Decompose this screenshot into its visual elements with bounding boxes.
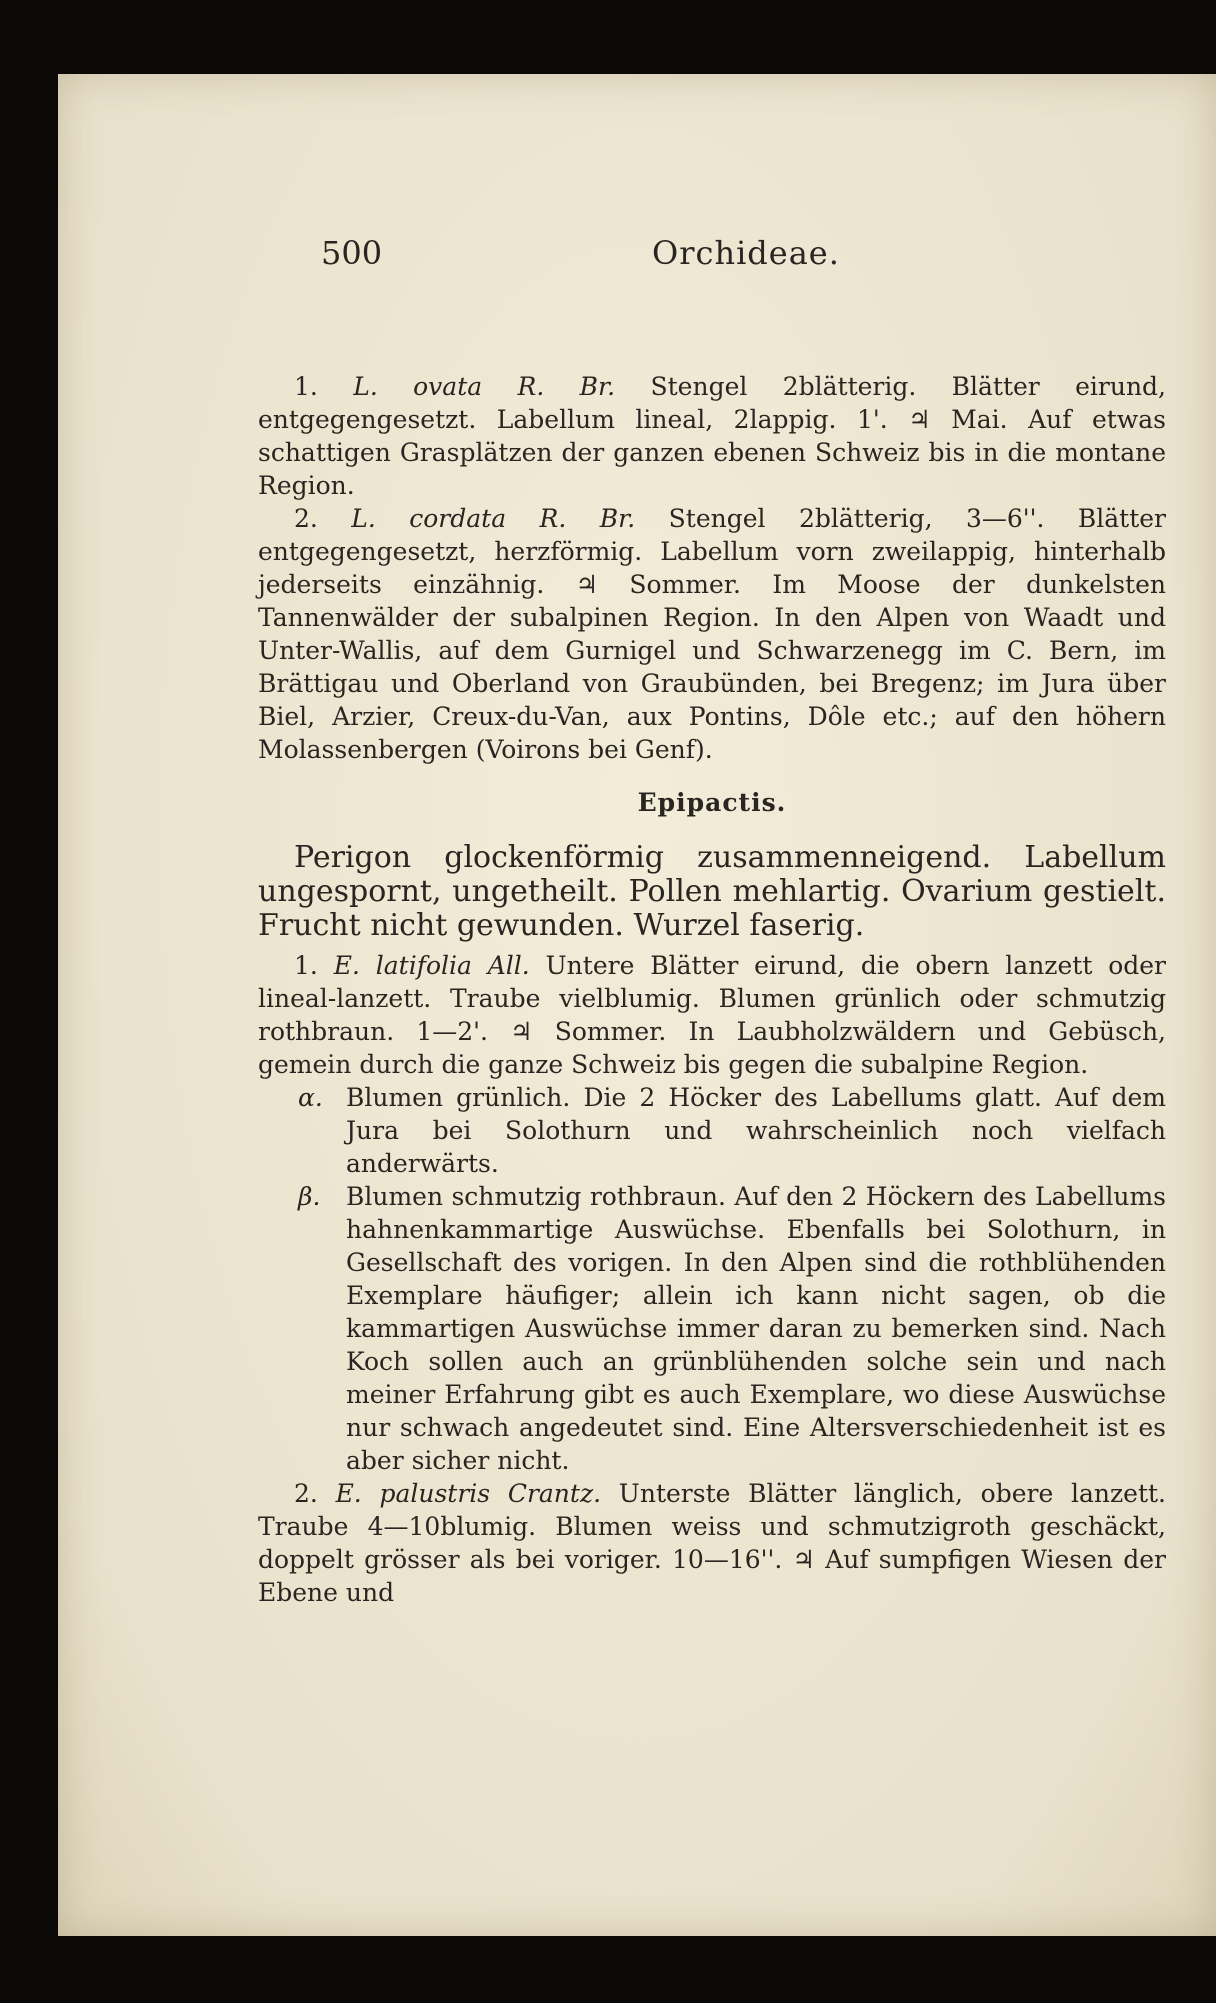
genus-heading: Epipactis.: [637, 788, 787, 817]
species-text: Untere Blätter eirund, die obern lanzett oder lineal-lanzett. Traube vielblumig. Blumen grünlich oder schmutzig rothbraun. 1—2'. ♃ Sommer. In Laubholzwäldern und Gebüsch, gemein durch die ganze Schweiz bis gegen die subalpine Region.: [258, 951, 1167, 1079]
species-text: Unterste Blätter länglich, obere lanzett. Traube 4—10blumig. Blumen weiss und schmutzigroth geschäckt, doppelt grösser als bei voriger. 10—16''. ♃ Auf sumpfigen Wiesen der Ebene und: [258, 1479, 1166, 1607]
variety-text: Blumen grünlich. Die 2 Höcker des Labellums glatt. Auf dem Jura bei Solothurn und wahrscheinlich noch vielfach anderwärts.: [346, 1083, 1166, 1178]
species-entry: [258, 949, 1166, 1081]
species-name: L. cordata R. Br.: [351, 504, 636, 533]
variety-entry: [258, 1180, 1166, 1477]
entry-number: 2.: [294, 504, 318, 533]
species-entry: [258, 502, 1166, 766]
variety-text: Blumen schmutzig rothbraun. Auf den 2 Höckern des Labellums hahnenkammartige Auswüchse. Ebenfalls bei Solothurn, in Gesellschaft des vorigen. In den Alpen sind die rothblühenden Exemplare häufiger; allein ich kann nicht sagen, ob die kammartigen Auswüchse immer daran zu bemerken sind. Nach Koch sollen auch an grünblühenden solche sein und nach meiner Erfahrung gibt es auch Exemplare, wo diese Auswüchse nur schwach angedeutet sind. Eine Altersverschiedenheit ist es aber sicher nicht.: [346, 1182, 1166, 1475]
species-name: E. latifolia All.: [333, 951, 530, 980]
species-entry: [258, 1477, 1166, 1609]
variety-mark: β.: [298, 1182, 321, 1211]
variety-entry: [258, 1081, 1166, 1180]
entry-number: 1.: [294, 951, 318, 980]
book-page: [58, 74, 1216, 1936]
variety-mark: α.: [298, 1083, 323, 1112]
running-title: Orchideae.: [652, 234, 840, 272]
species-text: Stengel 2blätterig, 3—6''. Blätter entgegengesetzt, herzförmig. Labellum vorn zweilappig, hinterhalb jederseits einzähnig. ♃ Sommer. Im Moose der dunkelsten Tannenwälder der subalpinen Region. In den Alpen von Waadt und Unter-Wallis, auf dem Gurnigel und Schwarzenegg im C. Bern, im Brättigau und Oberland von Graubünden, bei Bregenz; im Jura über Biel, Arzier, Creux-du-Van, aux Pontins, Dôle etc.; auf den höhern Molassenbergen (Voirons bei Genf).: [258, 504, 1166, 764]
species-name: L. ovata R. Br.: [353, 372, 616, 401]
running-header: [258, 234, 1166, 294]
genus-description: Perigon glockenförmig zusammenneigend. Labellum ungespornt, ungetheilt. Pollen mehlartig. Ovarium gestielt. Frucht nicht gewunden. Wurzel faserig.: [258, 840, 1166, 943]
entry-number: 1.: [294, 372, 318, 401]
page-number: 500: [321, 234, 383, 272]
species-entry: [258, 370, 1166, 502]
species-name: E. palustris Crantz.: [335, 1479, 602, 1508]
entry-number: 2.: [294, 1479, 318, 1508]
page-body: [258, 370, 1166, 1609]
species-text: Stengel 2blätterig. Blätter eirund, entgegengesetzt. Labellum lineal, 2lappig. 1'. ♃ Mai. Auf etwas schattigen Grasplätzen der ganzen ebenen Schweiz bis in die montane Region.: [258, 372, 1167, 500]
